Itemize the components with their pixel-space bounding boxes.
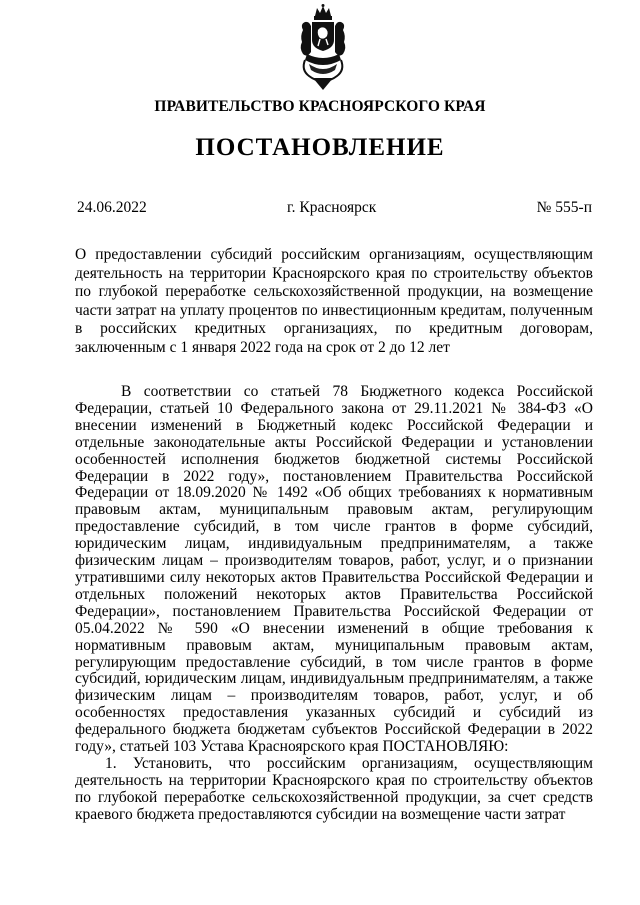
krasnoyarsk-coat-of-arms-icon: [295, 4, 351, 90]
document-date: 24.06.2022: [77, 199, 147, 216]
preamble-paragraph: В соответствии со статьей 78 Бюджетного кодекса Российской Федерации, статьей 10 Федерального закона от 29.11.2021 № 384-ФЗ «О внесении изменений в Бюджетный кодекс Российской Федерации и отдельные законодательные акты Российской Федерации и установлении особенностей исполнения бюджетов бюджетной системы Российской Федерации в 2022 году», постановлением Правительства Российской Федерации от 18.09.2020 № 1492 «Об общих требованиях к нормативным правовым актам, муниципальным правовым актам, регулирующим предоставление субсидий, в том числе грантов в форме субсидий, юридическим лицам, индивидуальным предпринимателям, а также физическим лицам – производителям товаров, работ, услуг, и о признании утратившими силу некоторых актов Правительства Российской Федерации и отдельных положений некоторых актов Правительства Российской Федерации», постановлением Правительства Российской Федерации от 05.04.2022 № 590 «О внесении изменений в общие требования к нормативным правовым актам, муниципальным правовым актам, регулирующим предоставление субсидий, в том числе грантов в форме субсидий, юридическим лицам, индивидуальным предпринимателям, а также физическим лицам – производителям товаров, работ, услуг, и об особенностях предоставления указанных субсидий и субсидий из федерального бюджета бюджетам субъектов Российской Федерации в 2022 году», статьей 103 Устава Красноярского края ПОСТАНОВЛЯЮ:: [75, 383, 593, 756]
document-number: № 555-п: [536, 199, 592, 216]
document-body: [75, 384, 593, 824]
document-type-title: ПОСТАНОВЛЕНИЕ: [195, 134, 445, 161]
document-subject: О предоставлении субсидий российским организациям, осуществляющим деятельность на территории Красноярского края по строительству объектов по глубокой переработке сельскохозяйственной продукции, на возмещение части затрат на уплату процентов по инвестиционным кредитам, полученным в российских кредитных организациях, по кредитным договорам, заключенным с 1 января 2022 года на срок от 2 до 12 лет: [75, 246, 593, 356]
authority-title: ПРАВИТЕЛЬСТВО КРАСНОЯРСКОГО КРАЯ: [154, 98, 486, 115]
clause-1-paragraph: 1. Установить, что российским организациям, осуществляющим деятельность на территории Красноярского края по строительству объектов по глубокой переработке сельскохозяйственной продукции, за счет средств краевого бюджета предоставляются субсидии на возмещение части затрат: [75, 754, 593, 823]
document-city: г. Красноярск: [287, 199, 377, 216]
